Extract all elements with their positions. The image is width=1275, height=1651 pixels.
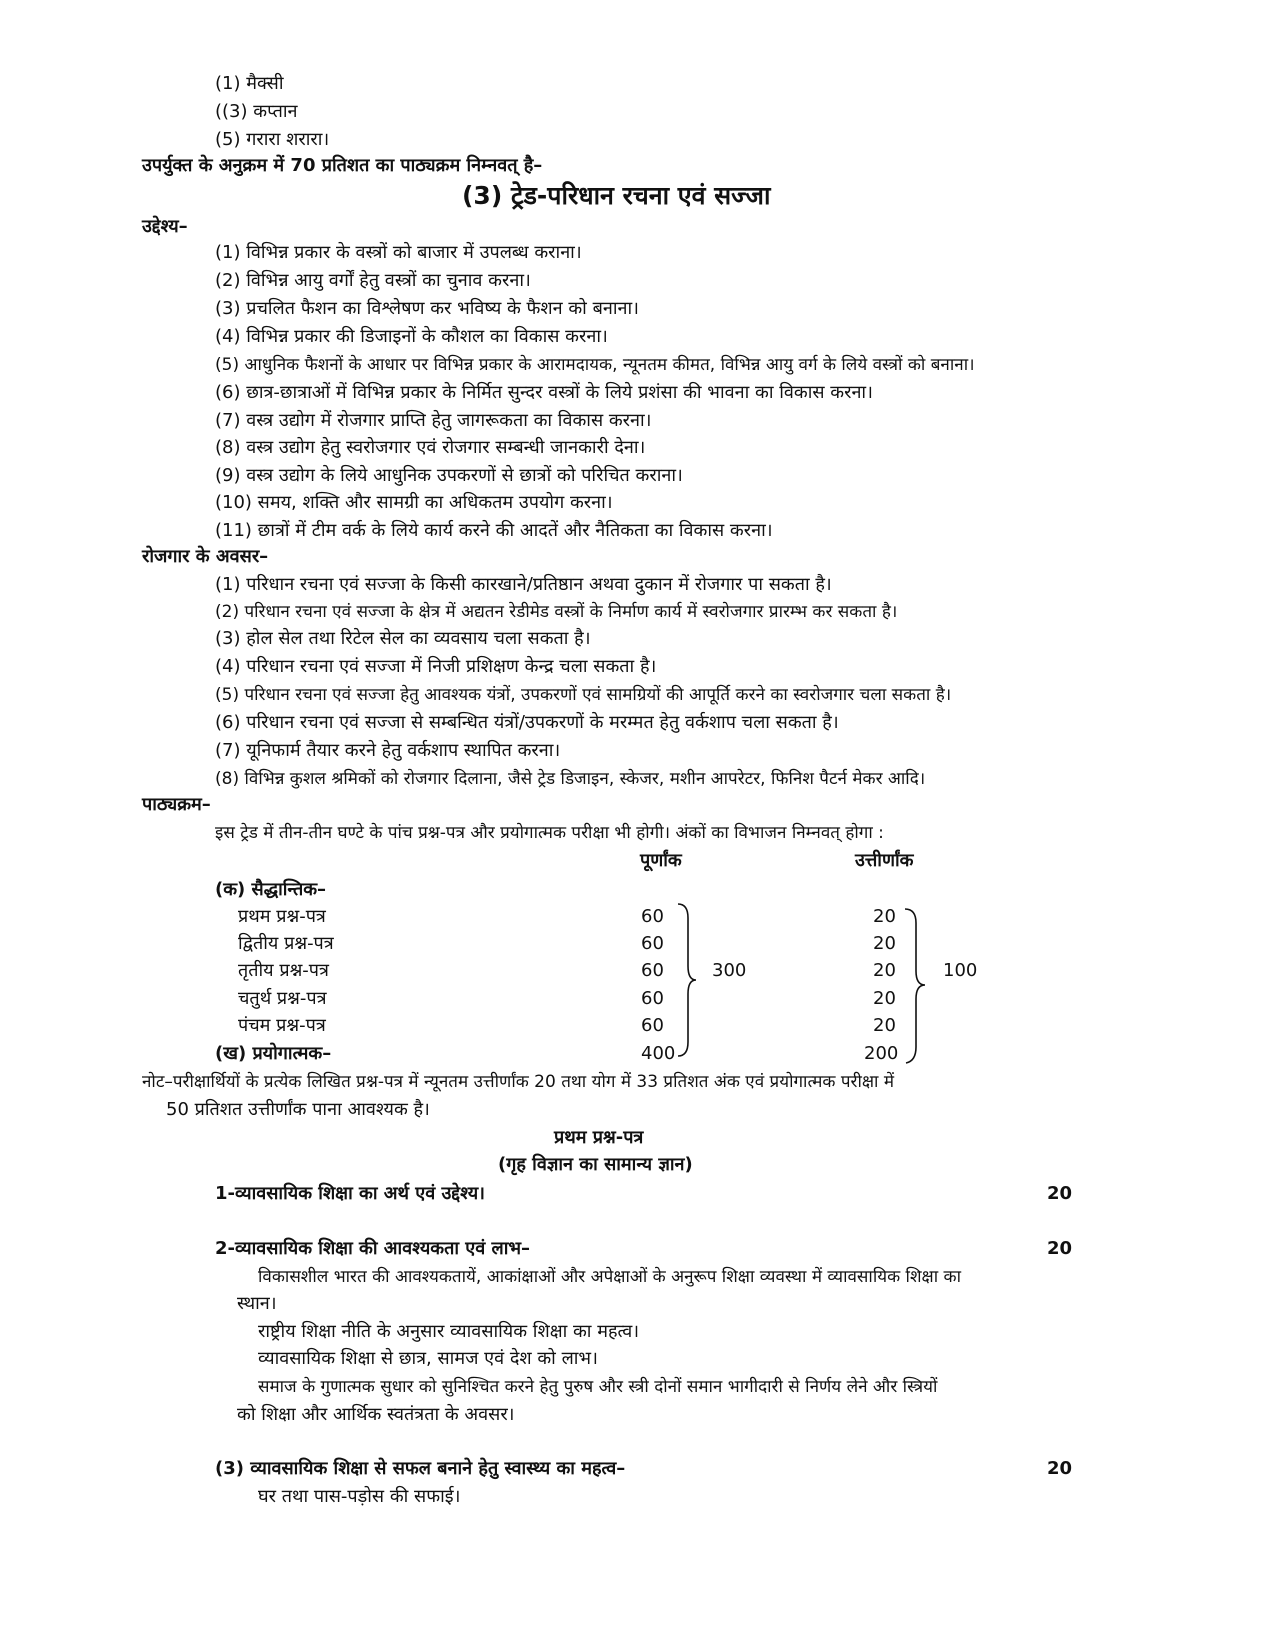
unit3-line: घर तथा पास-पड़ोस की सफाई।: [258, 1486, 461, 1507]
unit2-line: समाज के गुणात्मक सुधार को सुनिश्चित करने हेतु पुरुष और स्त्री दोनों समान भागीदारी से निर्णय लेने और स्त्रियों: [258, 1377, 938, 1397]
unit2-title: 2-व्यावसायिक शिक्षा की आवश्यकता एवं लाभ–: [215, 1238, 531, 1259]
unit2-line: को शिक्षा और आर्थिक स्वतंत्रता के अवसर।: [237, 1404, 515, 1425]
paper-full-marks: 60: [641, 1015, 664, 1036]
theory-pass-total: 100: [943, 960, 978, 981]
paper-pass-marks: 20: [873, 960, 896, 981]
unit2-line: विकासशील भारत की आवश्यकतायें, आकांक्षाओं और अपेक्षाओं के अनुरूप शिक्षा व्यवस्था में व्यावसायिक शिक्षा का: [258, 1267, 961, 1287]
top-list-item: ((3) कप्तान: [215, 101, 298, 122]
paper-full-marks: 60: [641, 906, 664, 927]
full-marks-brace: [676, 900, 698, 1060]
paper-pass-marks: 20: [873, 933, 896, 954]
unit2-line: स्थान।: [237, 1293, 277, 1314]
objective-item: (9) वस्त्र उद्योग के लिये आधुनिक उपकरणों से छात्रों को परिचित कराना।: [215, 465, 683, 486]
paper-name: तृतीय प्रश्न-पत्र: [238, 960, 329, 981]
employment-item: (8) विभिन्न कुशल श्रमिकों को रोजगार दिलाना, जैसे ट्रेड डिजाइन, स्केजर, मशीन आपरेटर, फिनिश पैटर्न मेकर आदि।: [215, 769, 926, 789]
objective-item: (1) विभिन्न प्रकार के वस्त्रों को बाजार में उपलब्ध कराना।: [215, 242, 582, 263]
objective-item: (6) छात्र-छात्राओं में विभिन्न प्रकार के निर्मित सुन्दर वस्त्रों के लिये प्रशंसा की भावना का विकास करना।: [215, 382, 873, 403]
paper1-subtitle: (गृह विज्ञान का सामान्य ज्ञान): [498, 1154, 693, 1175]
paper-name: द्वितीय प्रश्न-पत्र: [238, 933, 334, 954]
theory-label: (क) सैद्धान्तिक–: [215, 879, 327, 900]
paper-name: पंचम प्रश्न-पत्र: [238, 1015, 326, 1036]
objective-item: (10) समय, शक्ति और सामग्री का अधिकतम उपयोग करना।: [215, 492, 613, 513]
paper-full-marks: 60: [641, 933, 664, 954]
employment-heading: रोजगार के अवसर–: [142, 546, 269, 567]
objective-item: (7) वस्त्र उद्योग में रोजगार प्राप्ति हेतु जागरूकता का विकास करना।: [215, 410, 652, 431]
paper-full-marks: 60: [641, 988, 664, 1009]
paper-pass-marks: 20: [873, 906, 896, 927]
paper-full-marks: 60: [641, 960, 664, 981]
unit2-line: राष्ट्रीय शिक्षा नीति के अनुसार व्यावसायिक शिक्षा का महत्व।: [258, 1321, 640, 1342]
top-list-item: (1) मैक्सी: [215, 73, 284, 94]
top-list-item: (5) गरारा शरारा।: [215, 129, 330, 150]
employment-item: (5) परिधान रचना एवं सज्जा हेतु आवश्यक यंत्रों, उपकरणों एवं सामग्रियों की आपूर्ति करने का स्वरोजगार चला सकता है।: [215, 685, 952, 705]
syllabus-heading: पाठ्यक्रम–: [142, 794, 211, 815]
objective-item: (3) प्रचलित फैशन का विश्लेषण कर भविष्य के फैशन को बनाना।: [215, 298, 639, 319]
paper-pass-marks: 20: [873, 1015, 896, 1036]
unit2-line: व्यावसायिक शिक्षा से छात्र, सामज एवं देश को लाभ।: [258, 1348, 598, 1369]
unit2-marks: 20: [1047, 1238, 1073, 1259]
note-line: नोट–परीक्षार्थियों के प्रत्येक लिखित प्रश्न-पत्र में न्यूनतम उत्तीर्णांक 20 तथा योग में 33 प्रतिशत अंक एवं प्रयोगात्मक परीक्षा में: [142, 1072, 895, 1092]
full-marks-header: पूर्णांक: [640, 850, 682, 871]
unit3-marks: 20: [1047, 1458, 1073, 1479]
objective-item: (2) विभिन्न आयु वर्गों हेतु वस्त्रों का चुनाव करना।: [215, 270, 531, 291]
pass-marks-header: उत्तीर्णांक: [855, 850, 914, 871]
objective-item: (8) वस्त्र उद्योग हेतु स्वरोजगार एवं रोजगार सम्बन्धी जानकारी देना।: [215, 437, 646, 458]
objective-item: (5) आधुनिक फैशनों के आधार पर विभिन्न प्रकार के आरामदायक, न्यूनतम कीमत, विभिन्न आयु वर्ग के लिये वस्त्रों को बनाना।: [215, 355, 975, 375]
paper-name: प्रथम प्रश्न-पत्र: [238, 906, 326, 927]
paper1-title: प्रथम प्रश्न-पत्र: [554, 1127, 644, 1148]
trade-title: (3) ट्रेड-परिधान रचना एवं सज्जा: [462, 181, 771, 210]
unit1-title: 1-व्यावसायिक शिक्षा का अर्थ एवं उद्देश्य।: [215, 1183, 486, 1204]
employment-item: (2) परिधान रचना एवं सज्जा के क्षेत्र में अद्यतन रेडीमेड वस्त्रों के निर्माण कार्य में स्वरोजगार प्रारम्भ कर सकता है।: [215, 602, 898, 622]
objectives-heading: उद्देश्य–: [142, 216, 188, 237]
practical-full-marks: 400: [641, 1043, 676, 1064]
employment-item: (4) परिधान रचना एवं सज्जा में निजी प्रशिक्षण केन्द्र चला सकता है।: [215, 656, 657, 677]
employment-item: (7) यूनिफार्म तैयार करने हेतु वर्कशाप स्थापित करना।: [215, 740, 561, 761]
pass-marks-brace: [903, 905, 927, 1065]
practical-label: (ख) प्रयोगात्मक–: [215, 1043, 332, 1064]
theory-full-total: 300: [712, 960, 747, 981]
unit3-title: (3) व्यावसायिक शिक्षा से सफल बनाने हेतु स्वास्थ्य का महत्व–: [215, 1458, 626, 1479]
employment-item: (6) परिधान रचना एवं सज्जा से सम्बन्धित यंत्रों/उपकरणों के मरम्मत हेतु वर्कशाप चला सकता है।: [215, 712, 839, 733]
note-line: 50 प्रतिशत उत्तीर्णांक पाना आवश्यक है।: [166, 1099, 430, 1120]
paper-name: चतुर्थ प्रश्न-पत्र: [238, 988, 327, 1009]
practical-pass-marks: 200: [864, 1043, 899, 1064]
employment-item: (3) होल सेल तथा रिटेल सेल का व्यवसाय चला सकता है।: [215, 628, 591, 649]
unit1-marks: 20: [1047, 1183, 1073, 1204]
objective-item: (4) विभिन्न प्रकार की डिजाइनों के कौशल का विकास करना।: [215, 326, 608, 347]
intro-line: उपर्युक्त के अनुक्रम में 70 प्रतिशत का पाठ्यक्रम निम्नवत् है–: [142, 155, 543, 176]
objective-item: (11) छात्रों में टीम वर्क के लिये कार्य करने की आदतें और नैतिकता का विकास करना।: [215, 520, 773, 541]
syllabus-intro: इस ट्रेड में तीन-तीन घण्टे के पांच प्रश्न-पत्र और प्रयोगात्मक परीक्षा भी होगी। अंकों का विभाजन निम्नवत् होगा :: [215, 823, 884, 843]
paper-pass-marks: 20: [873, 988, 896, 1009]
employment-item: (1) परिधान रचना एवं सज्जा के किसी कारखाने/प्रतिष्ठान अथवा दुकान में रोजगार पा सकता है।: [215, 574, 832, 595]
